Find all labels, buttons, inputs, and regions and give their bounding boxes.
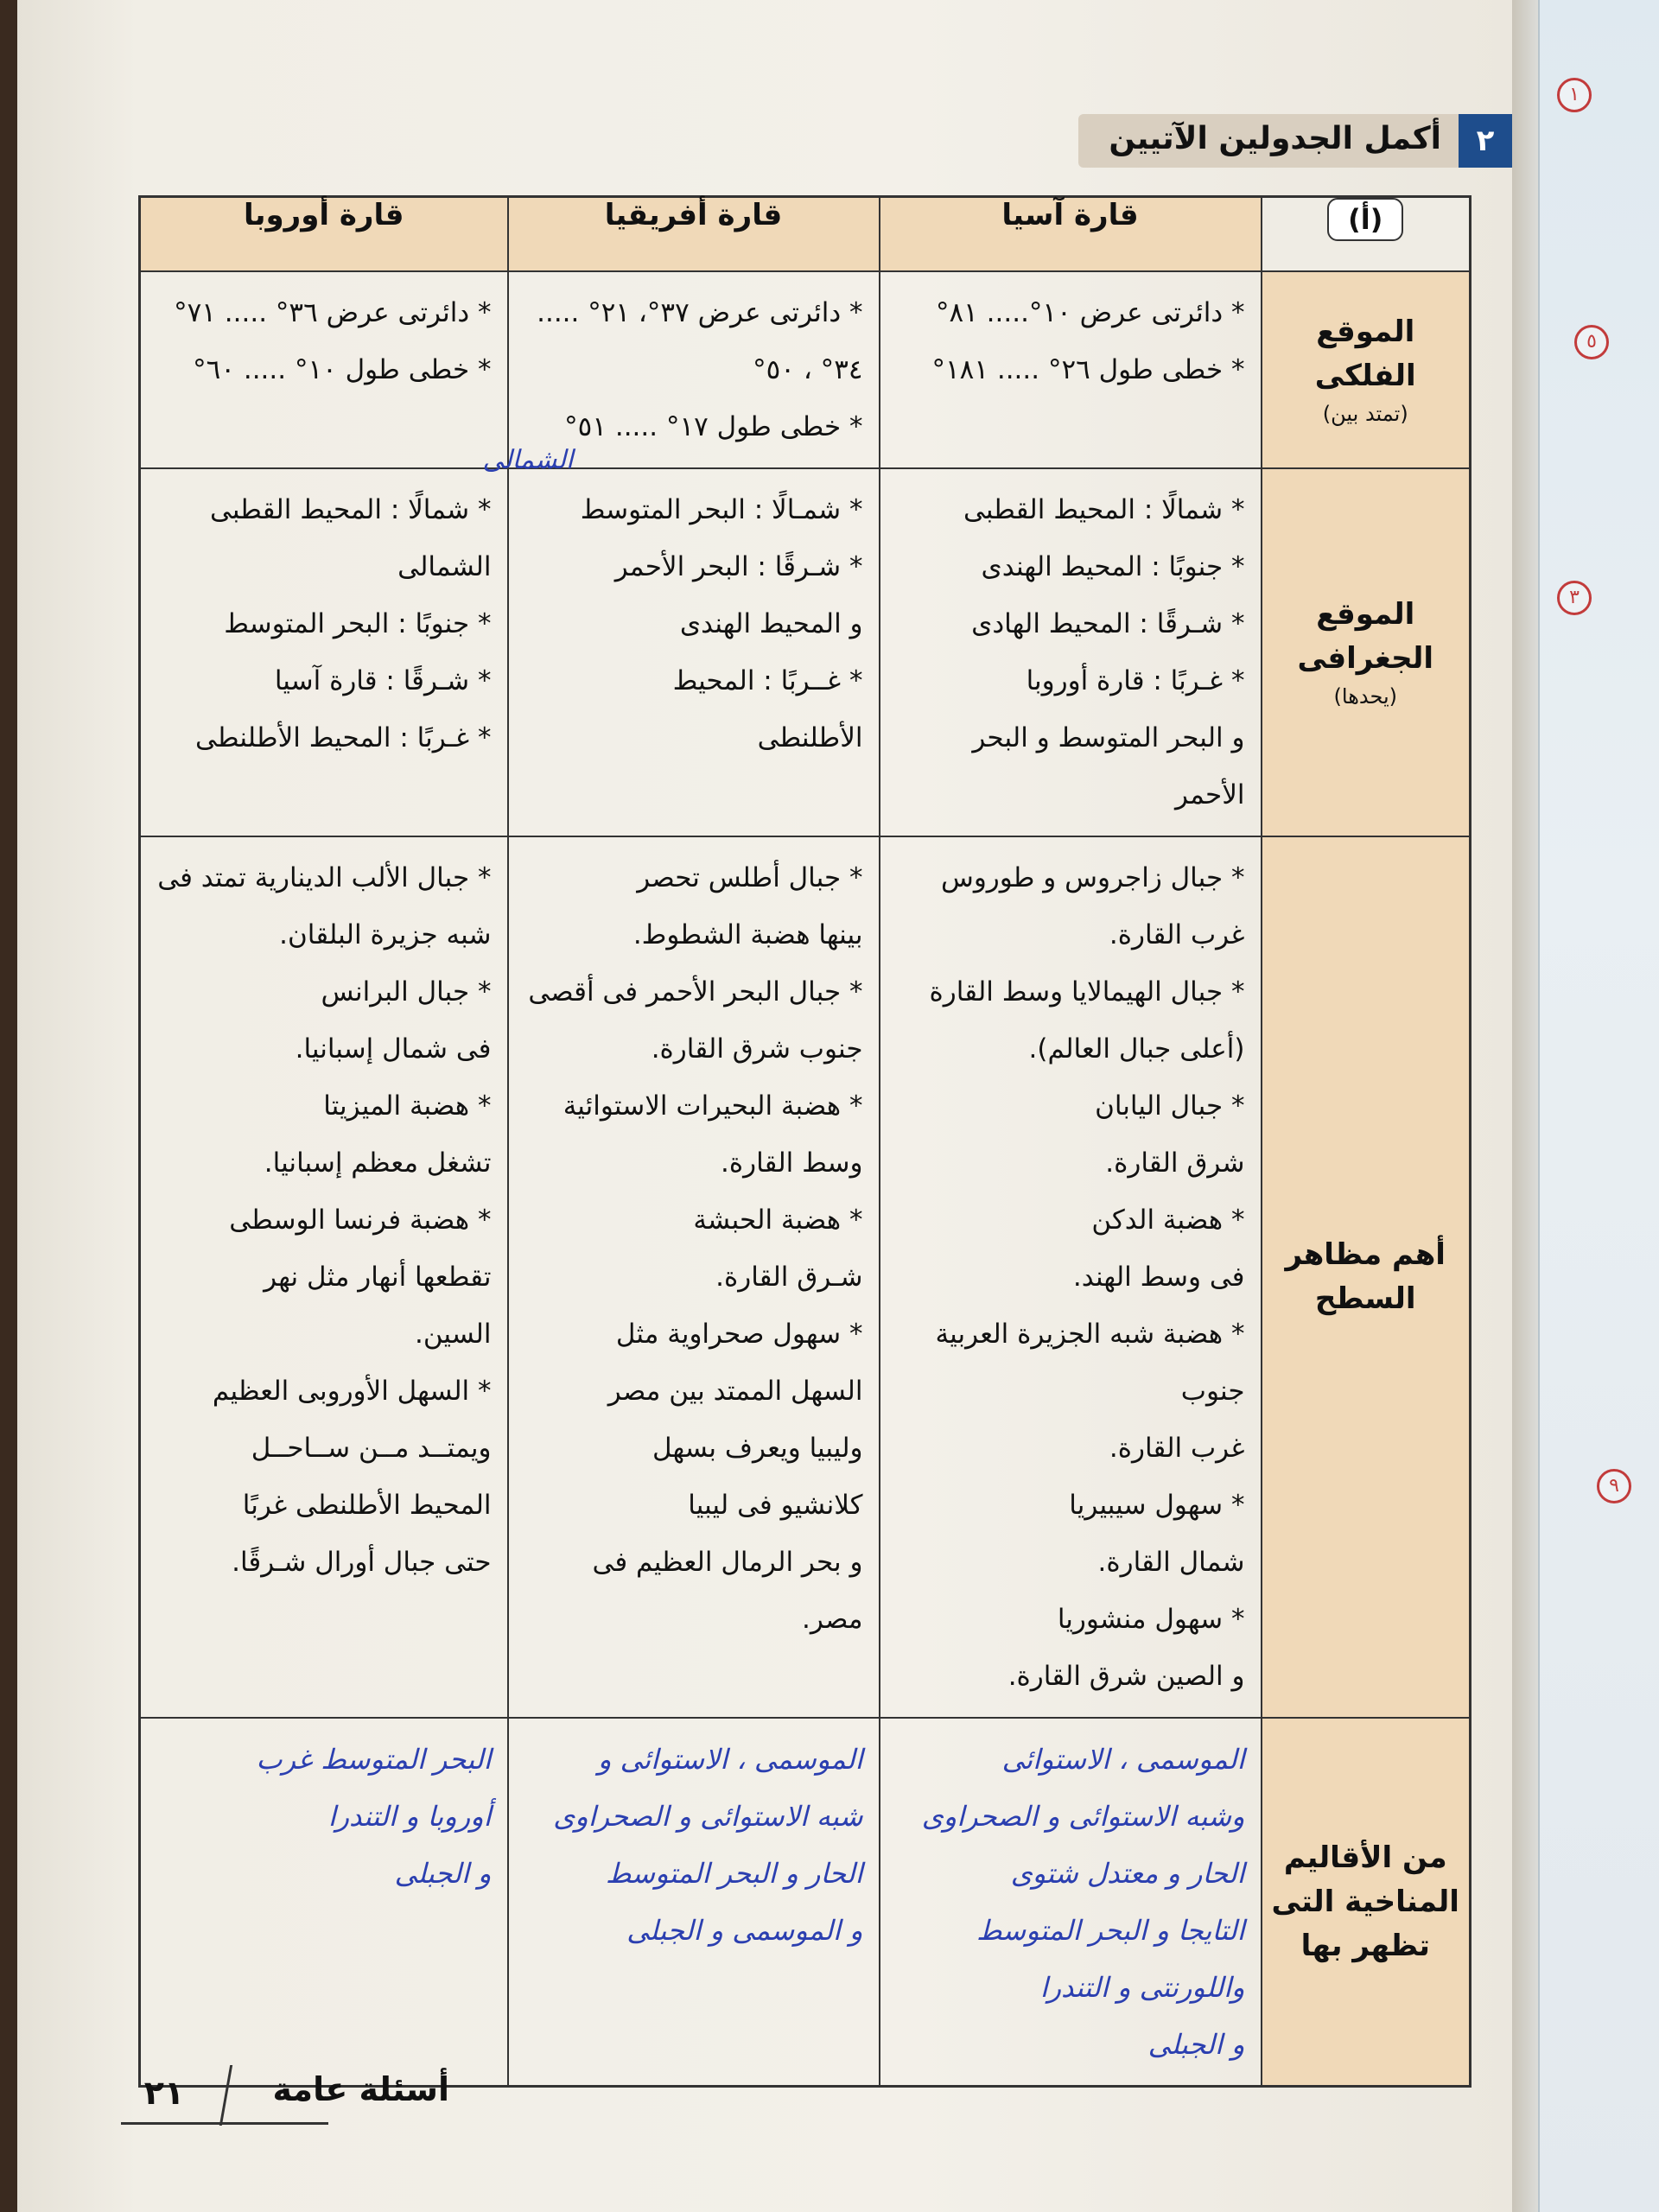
- cell-line: غرب القارة.: [1109, 1433, 1245, 1464]
- cell-line: و الجبلى: [394, 1857, 492, 1890]
- corner-label: (أ): [1327, 198, 1403, 241]
- cell-surface-africa[interactable]: [508, 836, 880, 1718]
- cell-line: * جبال أطلس تحصر: [637, 862, 863, 893]
- cell-line: و المحيط الهندى: [679, 608, 863, 639]
- cell-geo-asia[interactable]: [880, 468, 1262, 836]
- cell-line: غرب القارة.: [1109, 919, 1245, 950]
- cell-line: شبه الاستوائى و الصحراوى: [553, 1800, 863, 1833]
- cell-astro-asia[interactable]: [880, 271, 1262, 468]
- cell-line: * هضبة البحيرات الاستوائية: [563, 1090, 863, 1122]
- exercise-number: ٢: [1459, 114, 1512, 168]
- row-sublabel: (يحدها): [1333, 684, 1397, 709]
- cell-line: وسط القارة.: [721, 1147, 863, 1179]
- row-label: أهم مظاهر السطح: [1285, 1237, 1446, 1316]
- cell-line: وشبه الاستوائى و الصحراوى: [921, 1800, 1245, 1833]
- cell-astro-africa[interactable]: [508, 271, 880, 468]
- cell-line: * جبال الألب الدينارية تمتد فى: [157, 862, 492, 893]
- cell-line: و الموسمى و الجبلى: [626, 1914, 863, 1947]
- page-number: ٢١: [143, 2074, 185, 2112]
- cell-line: * جبال الهيمالايا وسط القارة: [929, 976, 1245, 1007]
- cell-line: * جبال البحر الأحمر فى أقصى: [528, 976, 863, 1007]
- cell-line: * جنوبًا : المحيط الهندى: [981, 551, 1245, 582]
- map-marker: ١: [1557, 78, 1592, 112]
- cell-line: و البحر المتوسط و البحر الأحمر: [972, 722, 1245, 810]
- table-row-surface: [140, 836, 1471, 1718]
- cell-line: تشغل معظم إسبانيا.: [264, 1147, 492, 1179]
- cell-line: * جبال البرانس: [321, 976, 492, 1007]
- cell-line: * شـرقًا : المحيط الهادى: [971, 608, 1245, 639]
- cell-line: كلانشيو فى ليبيا: [688, 1490, 863, 1521]
- cell-line: السين.: [414, 1319, 492, 1350]
- cell-line: و الجبلى: [1147, 2028, 1245, 2061]
- cell-line: * هضبة الدكن: [1091, 1205, 1245, 1236]
- cell-line: * سهول صحراوية مثل: [615, 1319, 863, 1350]
- cell-line: * شمالًا : المحيط القطبى الشمالى: [209, 494, 492, 582]
- footer-title: أسئلة عامة: [272, 2070, 449, 2108]
- table-row-geo: [140, 468, 1471, 836]
- table-header-row: [140, 197, 1471, 272]
- cell-line: * جنوبًا : البحر المتوسط: [224, 608, 492, 639]
- cell-line: * هضبة شبه الجزيرة العربية جنوب: [935, 1319, 1245, 1407]
- cell-line: الأطلنطى: [757, 722, 863, 753]
- cell-line: الموسمى ، الاستوائى و: [597, 1743, 863, 1776]
- cell-line: المحيط الأطلنطى غربًا: [242, 1490, 492, 1521]
- adjacent-map-page: [1538, 0, 1659, 2212]
- column-header-africa: قارة أفريقيا: [508, 197, 880, 272]
- row-header-geo: [1262, 468, 1471, 836]
- row-header-climate: [1262, 1718, 1471, 2087]
- cell-line: * غـربًا : قارة أوروبا: [1026, 665, 1245, 696]
- cell-line: حتى جبال أورال شـرقًا.: [232, 1547, 492, 1578]
- handwritten-note: الشمالى: [482, 445, 574, 475]
- cell-line: * سهول منشوريا: [1057, 1604, 1245, 1635]
- cell-geo-europe[interactable]: [140, 468, 508, 836]
- map-marker: ٥: [1574, 325, 1609, 359]
- cell-climate-asia[interactable]: [880, 1718, 1262, 2087]
- cell-line: * هضبة الميزيتا: [323, 1090, 492, 1122]
- table-corner: [1262, 197, 1471, 272]
- footer-underline: [121, 2122, 328, 2125]
- cell-line: * جبال زاجروس و طوروس: [940, 862, 1245, 893]
- cell-geo-africa[interactable]: [482, 445, 880, 836]
- cell-line: * دائرتى عرض ٣٦° ..... ٧١°: [174, 297, 492, 328]
- cell-line: * غــربًا : المحيط: [672, 665, 863, 696]
- cell-line: ويمتــد مــن ســاحــل: [251, 1433, 492, 1464]
- exercise-title: أكمل الجدولين الآتيين: [1109, 121, 1441, 156]
- footer-divider: [219, 2065, 232, 2126]
- table-row-astro: [140, 271, 1471, 468]
- row-label: الموقع الفلكى: [1314, 315, 1416, 393]
- cell-line: فى شمال إسبانيا.: [295, 1033, 492, 1065]
- cell-line: * خطى طول ١٠° ..... ٦٠°: [193, 354, 492, 385]
- cell-line: * دائرتى عرض ١٠°..... ٨١°: [935, 297, 1245, 328]
- cell-line: الحار و البحر المتوسط: [605, 1857, 863, 1890]
- cell-line: شرق القارة.: [1105, 1147, 1245, 1179]
- row-sublabel: (تمتد بين): [1322, 402, 1408, 426]
- cell-line: (أعلى جبال العالم).: [1028, 1033, 1245, 1065]
- cell-line: تقطعها أنهار مثل نهر: [264, 1262, 492, 1293]
- cell-line: فى وسط الهند.: [1072, 1262, 1245, 1293]
- cell-line: * هضبة الحبشة: [693, 1205, 863, 1236]
- map-marker: ٣: [1557, 581, 1592, 615]
- cell-line: أوروبا و التندرا: [327, 1800, 492, 1833]
- cell-line: * السهل الأوروبى العظيم: [212, 1376, 492, 1407]
- workbook-page: [17, 0, 1512, 2212]
- cell-surface-asia[interactable]: [880, 836, 1262, 1718]
- cell-line: بينها هضبة الشطوط.: [632, 919, 863, 950]
- cell-line: * شـرقًا : البحر الأحمر: [614, 551, 863, 582]
- column-header-asia: قارة آسيا: [880, 197, 1262, 272]
- cell-line: الحار و معتدل شتوى: [1010, 1857, 1245, 1890]
- cell-astro-europe[interactable]: [140, 271, 508, 468]
- cell-line: السهل الممتد بين مصر: [607, 1376, 863, 1407]
- cell-line: البحر المتوسط غرب: [256, 1743, 492, 1776]
- row-label: الموقع الجغرافى: [1297, 597, 1434, 676]
- cell-line: شمال القارة.: [1097, 1547, 1245, 1578]
- cell-line: * دائرتى عرض ٣٧°، ٢١° ..... ٣٤° ، ٥٠°: [537, 297, 863, 385]
- row-header-astro: [1262, 271, 1471, 468]
- cell-line: * خطى طول ٢٦° ..... ١٨١°: [931, 354, 1245, 385]
- cell-line: الموسمى ، الاستوائى: [1001, 1743, 1245, 1776]
- cell-line: * هضبة فرنسا الوسطى: [229, 1205, 492, 1236]
- cell-surface-europe[interactable]: [140, 836, 508, 1718]
- exercise-header: [1078, 114, 1510, 168]
- cell-line: جنوب شرق القارة.: [651, 1033, 863, 1065]
- cell-line: واللورنتى و التندرا: [1039, 1971, 1245, 2004]
- cell-line: * شمالًا : المحيط القطبى: [963, 494, 1245, 525]
- cell-line: و بحر الرمال العظيم فى مصر.: [592, 1547, 863, 1635]
- row-label: من الأقاليم المناخية التى تظهر بها: [1271, 1840, 1459, 1963]
- cell-line: شبه جزيرة البلقان.: [279, 919, 492, 950]
- cell-line: * شـرقًا : قارة آسيا: [274, 665, 492, 696]
- cell-climate-africa[interactable]: [508, 1718, 880, 2087]
- cell-line: * خطى طول ١٧° ..... ٥١°: [564, 411, 863, 442]
- table-row-climate: [140, 1718, 1471, 2087]
- cell-line: شـرق القارة.: [715, 1262, 863, 1293]
- map-marker: ٩: [1597, 1469, 1631, 1503]
- cell-line: * شمـالًا : البحر المتوسط: [580, 494, 863, 525]
- cell-line: * سهول سيبيريا: [1069, 1490, 1245, 1521]
- page-footer: [121, 2065, 449, 2126]
- cell-line: * غـربًا : المحيط الأطلنطى: [195, 722, 492, 753]
- cell-climate-europe[interactable]: [140, 1718, 508, 2087]
- cell-line: و الصين شرق القارة.: [1007, 1661, 1245, 1692]
- cell-line: * جبال اليابان: [1095, 1090, 1245, 1122]
- continents-table: [138, 195, 1471, 2088]
- column-header-europe: قارة أوروبا: [140, 197, 508, 272]
- row-header-surface: [1262, 836, 1471, 1718]
- cell-line: التايجا و البحر المتوسط: [976, 1914, 1245, 1947]
- cell-line: وليبيا ويعرف بسهل: [652, 1433, 863, 1464]
